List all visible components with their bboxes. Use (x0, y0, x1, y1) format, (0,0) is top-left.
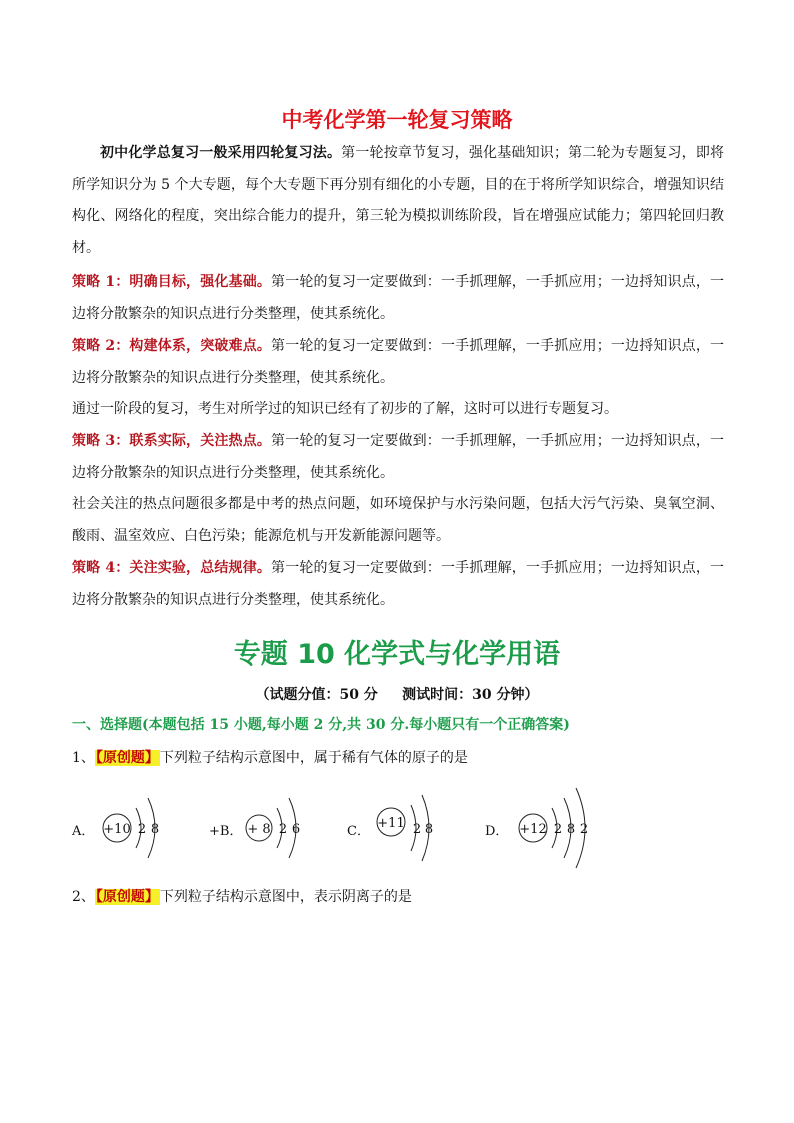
section-heading: 一、选择题(本题包括 15 小题,每小题 2 分,共 30 分.每小题只有一个正确答案) (72, 717, 570, 733)
original-tag: 【原创题】 (95, 750, 159, 766)
atom-diagram-b (245, 785, 325, 875)
strategy-label: 策略 4：关注实验，总结规律。 (72, 560, 272, 576)
shell-electrons: 2 (579, 822, 589, 837)
question-text: 下列粒子结构示意图中，属于稀有气体的原子的是 (159, 750, 468, 766)
shell-electrons: 8 (150, 822, 160, 837)
strategy-label: 策略 1：明确目标，强化基础。 (72, 274, 272, 290)
strategy-text: 第一轮的复习一定要做到：一手抓理解，一手抓应用；一边捋知识点，一边将分散繁杂的知识点进行分类整理，使其系统化。 (72, 560, 724, 608)
strategy-3 (72, 426, 724, 489)
shell-electrons: 2 (412, 822, 422, 837)
atom-diagram-a (100, 785, 180, 875)
question-number: 1、 (72, 750, 95, 766)
nucleus-charge: + 8 (247, 822, 271, 837)
nucleus-charge: +12 (519, 822, 547, 837)
option-label: A． (72, 824, 95, 839)
strategy-text: 第一轮的复习一定要做到：一手抓理解，一手抓应用；一边捋知识点，一边将分散繁杂的知识点进行分类整理，使其系统化。 (72, 338, 724, 386)
strategy-1 (72, 267, 724, 330)
strategy-label: 策略 2：构建体系，突破难点。 (72, 338, 272, 354)
original-tag: 【原创题】 (95, 889, 159, 905)
shell-electrons: 8 (566, 822, 576, 837)
nucleus-charge: +11 (377, 816, 405, 831)
option-label: +B． (209, 824, 243, 839)
atom-diagram-d (516, 785, 606, 875)
intro-bold: 初中化学总复习一般采用四轮复习法。 (100, 145, 342, 161)
question-number: 2、 (72, 889, 95, 905)
note-1: 通过一阶段的复习，考生对所学过的知识已经有了初步的了解，这时可以进行专题复习。 (72, 401, 618, 417)
option-label: D． (485, 824, 509, 839)
option-label: C． (347, 824, 370, 839)
shell-electrons: 2 (278, 822, 288, 837)
shell-electrons: 2 (137, 822, 147, 837)
intro-paragraph (72, 138, 724, 264)
strategy-2 (72, 331, 724, 394)
intro-text: 第一轮按章节复习，强化基础知识；第二轮为专题复习，即将所学知识分为 5 个大专题，每个大专题下再分别有细化的小专题，目的在于将所学知识综合，增强知识结构化、网络化的程度，突出综合能力的提升，第三轮为模拟训练阶段，旨在增强应试能力；第四轮回归教材。 (72, 145, 725, 256)
note-2: 社会关注的热点问题很多都是中考的热点问题，如环境保护与水污染问题，包括大污气污染、臭氧空洞、酸雨、温室效应、白色污染；能源危机与开发新能源问题等。 (72, 496, 724, 544)
page-title: 中考化学第一轮复习策略 (281, 108, 513, 132)
shell-electrons: 2 (553, 822, 563, 837)
strategy-text: 第一轮的复习一定要做到：一手抓理解，一手抓应用；一边捋知识点，一边将分散繁杂的知识点进行分类整理，使其系统化。 (72, 433, 724, 481)
question-text: 下列粒子结构示意图中，表示阴离子的是 (159, 889, 412, 905)
strategy-text: 第一轮的复习一定要做到：一手抓理解，一手抓应用；一边捋知识点，一边将分散繁杂的知识点进行分类整理，使其系统化。 (72, 274, 724, 322)
atom-diagram-c (375, 785, 455, 875)
question-2 (72, 886, 412, 906)
strategy-4 (72, 553, 724, 616)
shell-electrons: 8 (424, 822, 434, 837)
question-1 (72, 747, 468, 767)
topic-title: 专题 10 化学式与化学用语 (233, 639, 561, 670)
shell-electrons: 6 (291, 822, 301, 837)
score-info: （试题分值：50 分 测试时间：30 分钟） (255, 687, 539, 703)
nucleus-charge: +10 (103, 822, 131, 837)
strategy-label: 策略 3：联系实际，关注热点。 (72, 433, 272, 449)
